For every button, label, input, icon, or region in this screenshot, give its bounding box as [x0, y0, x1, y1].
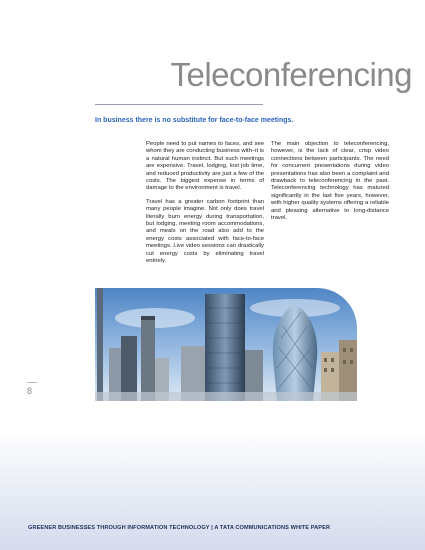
footer-separator: |: [211, 525, 213, 531]
page-title: Teleconferencing: [170, 56, 412, 93]
section-subtitle: In business there is no substitute for face-to-face meetings.: [95, 117, 294, 124]
city-skyline-photo: [95, 288, 357, 401]
body-paragraph: Travel has a greater carbon footprint than many people imagine. Not only does travel literally burn energy during transportation, but lodging, meeting room accommodations, and meals on the road also add to the energy costs associated with face-to-face meetings. Live video sessions can drastically cut energy costs by eliminating travel entirely.: [146, 198, 264, 265]
footer-right: A TATA COMMUNICATIONS WHITE PAPER: [214, 525, 331, 531]
page-number-rule: [27, 382, 37, 383]
footer-text: [28, 525, 330, 531]
body-paragraph: People need to put names to faces, and see whom they are conducting business with–it is a natural human instinct. But such meetings are expensive. Travel, lodging, lost job time, and reduced productivity are just a few of the costs. The biggest expense in terms of damage to the environment is travel.: [146, 141, 264, 192]
title-divider: [95, 104, 263, 105]
body-paragraph: The main objection to teleconferencing, however, is the lack of clear, crisp video connections between participants. The need for concurrent presentations during video presentations has also been a complaint and drawback to teleconferencing in the past. Teleconferencing technology has matured significantly in the last five years, however, with higher quality systems offering a reliable and pleasing alternative to long-distance travel.: [271, 141, 389, 222]
body-column-right: [271, 141, 389, 228]
body-column-left: [146, 141, 264, 272]
footer-left: GREENER BUSINESSES THROUGH INFORMATION TECHNOLOGY: [28, 525, 210, 531]
page-number: 8: [27, 386, 33, 396]
